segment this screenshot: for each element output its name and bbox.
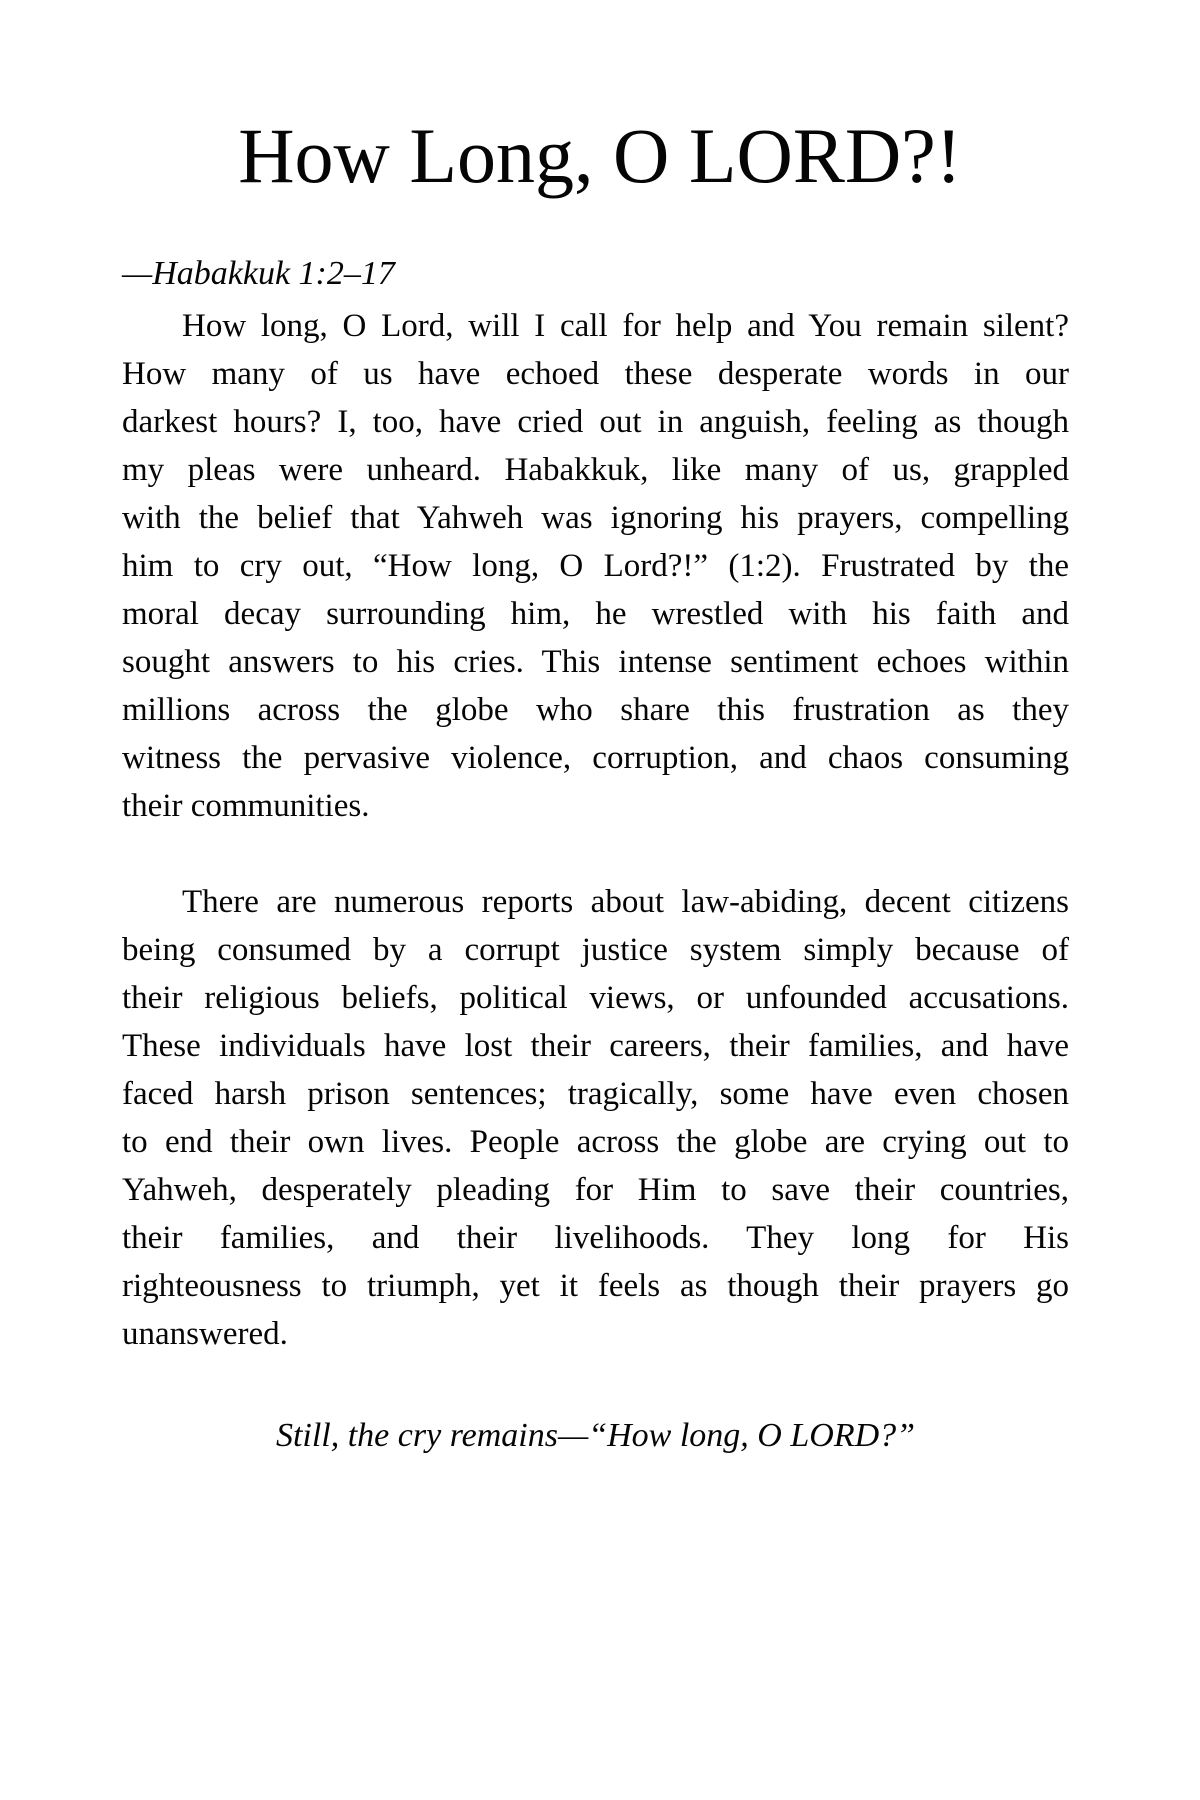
body-line: How many of us have echoed these desperate words in our <box>122 356 1069 392</box>
paragraph-spacer <box>122 830 1069 878</box>
body-line: These individuals have lost their careers, their families, and have <box>122 1028 1069 1064</box>
body-line: unanswered. <box>122 1316 288 1352</box>
body-line: How long, O Lord, will I call for help and You remain silent? <box>182 308 1069 344</box>
body-line: to end their own lives. People across the globe are crying out to <box>122 1124 1069 1160</box>
body-line: millions across the globe who share this frustration as they <box>122 692 1069 728</box>
body-line: him to cry out, “How long, O Lord?!” (1:2). Frustrated by the <box>122 548 1069 584</box>
body-line: righteousness to triumph, yet it feels as though their prayers go <box>122 1268 1069 1304</box>
body-line: witness the pervasive violence, corruption, and chaos consuming <box>122 740 1069 776</box>
body-line: moral decay surrounding him, he wrestled with his faith and <box>122 596 1069 632</box>
page-title: How Long, O LORD?! <box>238 112 962 199</box>
body-line: Yahweh, desperately pleading for Him to save their countries, <box>122 1172 1069 1208</box>
body-line: their families, and their livelihoods. They long for His <box>122 1220 1069 1256</box>
body-line: their communities. <box>122 788 370 824</box>
body-line: with the belief that Yahweh was ignoring his prayers, compelling <box>122 500 1069 536</box>
body-line: my pleas were unheard. Habakkuk, like many of us, grappled <box>122 452 1069 488</box>
body-line: darkest hours? I, too, have cried out in anguish, feeling as though <box>122 404 1069 440</box>
closing-line: Still, the cry remains—“How long, O LORD?” <box>275 1417 916 1454</box>
body-line: There are numerous reports about law-abiding, decent citizens <box>182 884 1069 920</box>
body-line: being consumed by a corrupt justice system simply because of <box>122 932 1069 968</box>
paragraph-1 <box>122 302 1069 830</box>
paragraph-2 <box>122 878 1069 1358</box>
body-line: their religious beliefs, political views, or unfounded accusations. <box>122 980 1069 1016</box>
body-line: sought answers to his cries. This intense sentiment echoes within <box>122 644 1069 680</box>
scripture-attribution: —Habakkuk 1:2–17 <box>122 255 395 292</box>
body-line: faced harsh prison sentences; tragically, some have even chosen <box>122 1076 1069 1112</box>
page-content <box>0 250 1200 1460</box>
